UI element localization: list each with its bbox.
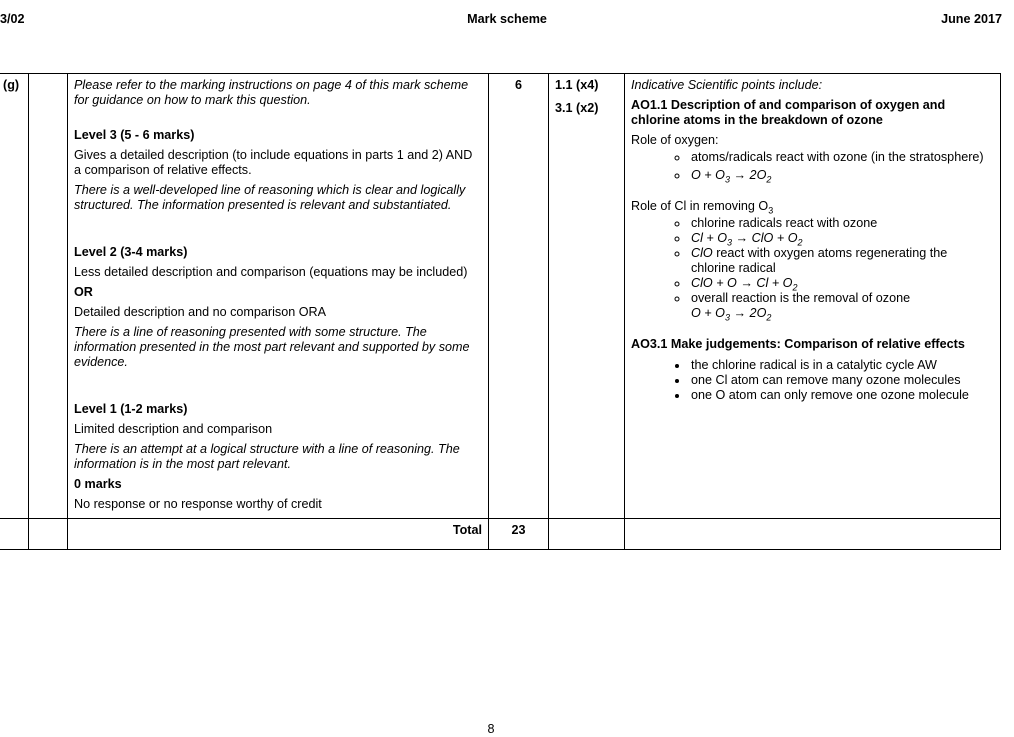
total-label: Total bbox=[68, 519, 489, 550]
header-title: Mark scheme bbox=[467, 12, 547, 26]
ao-2: 3.1 (x2) bbox=[555, 101, 599, 115]
oxygen-equation: ◦ $O + O_3 \to 2O_2$ bbox=[689, 168, 994, 183]
comparison-list bbox=[631, 358, 994, 403]
level2-alt: Detailed description and no comparison ORA bbox=[74, 305, 327, 319]
level2-title: Level 2 (3-4 marks) bbox=[74, 245, 188, 259]
cl-equation-1: ◦ $Cl + O_3$ → ClO + $O_2$ bbox=[689, 231, 994, 246]
question-subpart bbox=[29, 74, 68, 519]
cl-equation-2: ◦ ClO + $O \to Cl + O_2$ bbox=[689, 276, 994, 291]
cl-list bbox=[631, 216, 994, 321]
level2-or: OR bbox=[74, 285, 93, 299]
page-number: 8 bbox=[487, 722, 495, 736]
answer-intro: Indicative Scientific points include: bbox=[631, 78, 823, 92]
header-date: June 2017 bbox=[941, 12, 1002, 26]
level2-desc: Less detailed description and comparison (equations may be included) bbox=[74, 265, 468, 279]
list-item: • one Cl atom can remove many ozone molecules bbox=[689, 373, 994, 388]
list-item: • the chlorine radical is in a catalytic cycle AW bbox=[689, 358, 994, 373]
oxygen-list bbox=[631, 150, 994, 183]
list-item: ◦ atoms/radicals react with ozone (in the stratosphere) bbox=[689, 150, 994, 165]
level3-title: Level 3 (5 - 6 marks) bbox=[74, 128, 195, 142]
mark-scheme-table bbox=[0, 73, 1001, 550]
ao-1: 1.1 (x4) bbox=[555, 78, 599, 92]
cl-role: Role of Cl in removing $O_3$ bbox=[631, 199, 774, 216]
answer-cell bbox=[625, 74, 1001, 519]
ao11-title: AO1.1 Description of and comparison of oxygen and chlorine atoms in the breakdown of ozone bbox=[631, 98, 946, 127]
level2-reasoning: There is a line of reasoning presented with some structure. The information presented in the most part relevant and supported by some evidence. bbox=[74, 325, 470, 369]
oxygen-role: Role of oxygen: bbox=[631, 133, 719, 147]
level3-reasoning: There is a well-developed line of reasoning which is clear and logically structured. The information presented is relevant and substantiated. bbox=[74, 183, 466, 212]
total-value: 23 bbox=[489, 519, 549, 550]
header-code: 3/02 bbox=[0, 12, 25, 26]
level1-desc: Limited description and comparison bbox=[74, 422, 273, 436]
list-item: ◦ overall reaction is the removal of ozone $O + O_3 \to 2O_2$ bbox=[689, 291, 994, 321]
list-item: ◦ chlorine radicals react with ozone bbox=[689, 216, 994, 231]
marks-cell: 6 bbox=[489, 74, 549, 519]
level0-title: 0 marks bbox=[74, 477, 122, 491]
level1-title: Level 1 (1-2 marks) bbox=[74, 402, 188, 416]
ao31-title: AO3.1 Make judgements: Comparison of relative effects bbox=[631, 337, 965, 351]
question-row bbox=[0, 74, 1001, 519]
list-item: • one O atom can only remove one ozone molecule bbox=[689, 388, 994, 403]
list-item: ◦ ClO react with oxygen atoms regenerating the chlorine radical bbox=[689, 246, 994, 276]
question-part: (g) bbox=[0, 74, 29, 519]
guidance-cell bbox=[68, 74, 489, 519]
level1-reasoning: There is an attempt at a logical structure with a line of reasoning. The information is in the most part relevant. bbox=[74, 442, 460, 471]
total-row bbox=[0, 519, 1001, 550]
level3-desc: Gives a detailed description (to include equations in parts 1 and 2) AND a comparison of relative effects. bbox=[74, 148, 473, 177]
level0-desc: No response or no response worthy of credit bbox=[74, 497, 322, 511]
guidance-intro: Please refer to the marking instructions on page 4 of this mark scheme for guidance on how to mark this question. bbox=[74, 78, 469, 107]
ao-cell bbox=[549, 74, 625, 519]
